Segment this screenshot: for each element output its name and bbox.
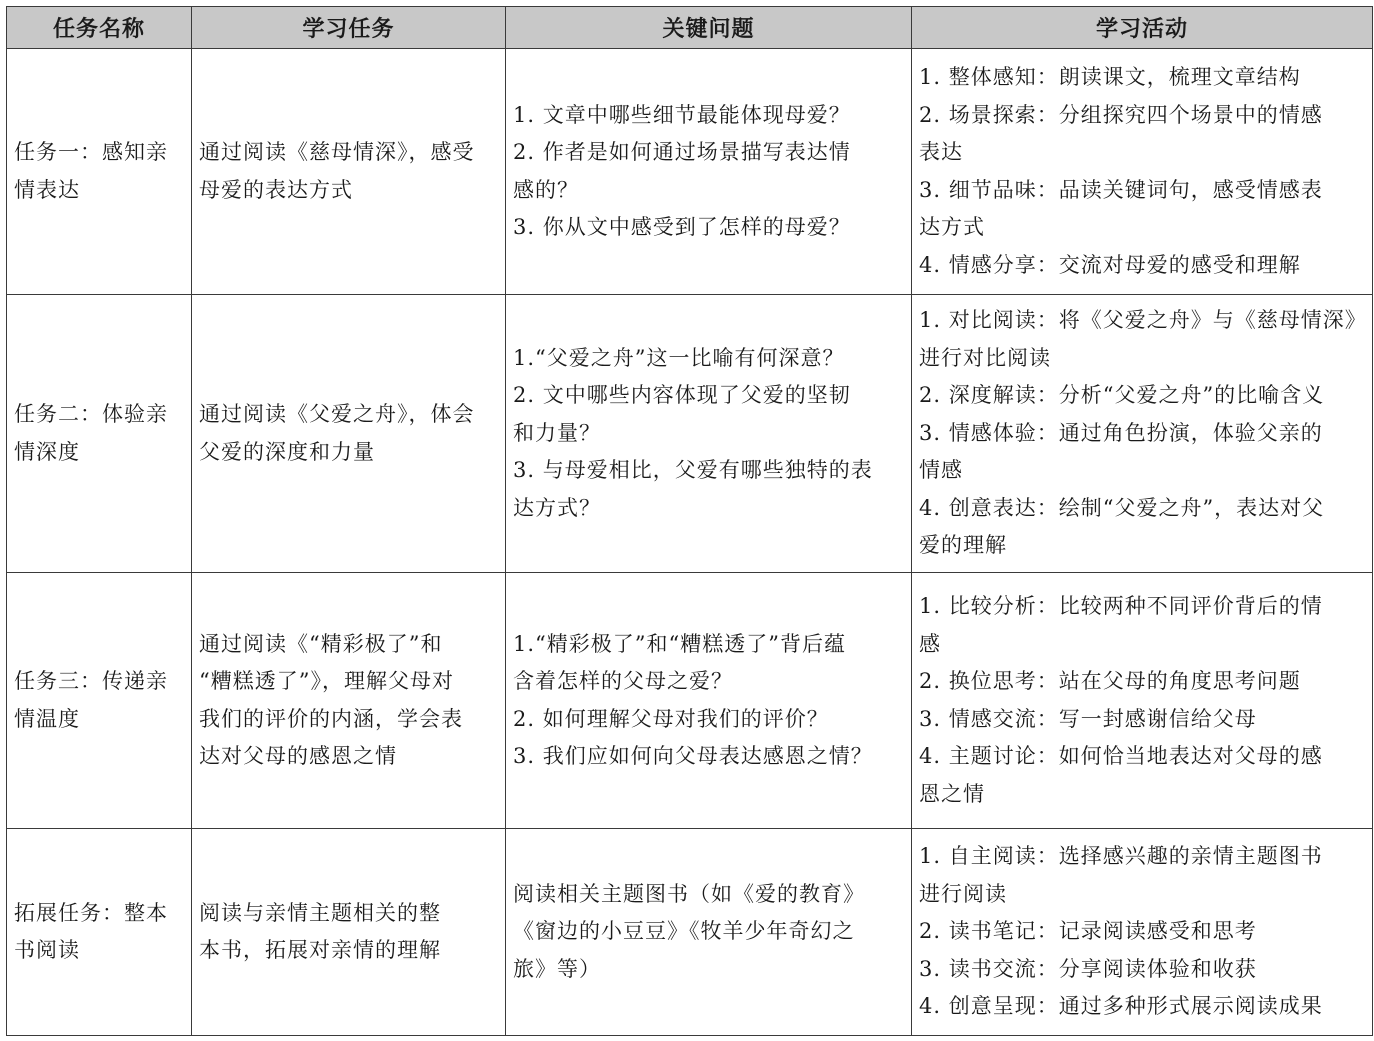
- learning-task-cell: [192, 49, 506, 295]
- task-name-cell: [7, 49, 192, 295]
- cell-line: 2. 深度解读：分析“父爱之舟”的比喻含义: [919, 383, 1325, 408]
- cell-line: 2. 读书笔记：记录阅读感受和思考: [919, 919, 1257, 944]
- table-row: [7, 829, 1373, 1036]
- cell-line: 爱的理解: [919, 533, 1007, 558]
- cell-line: 4. 情感分享：交流对母爱的感受和理解: [919, 252, 1301, 277]
- cell-line: 我们的评价的内涵，学会表: [199, 706, 463, 731]
- learning-task-cell: [192, 295, 506, 573]
- cell-line: “糟糕透了”》，理解父母对: [199, 669, 454, 693]
- cell-line: 达方式: [919, 215, 985, 239]
- cell-line: 1. 文章中哪些细节最能体现母爱？: [513, 102, 851, 127]
- cell-line: 任务一：感知亲: [14, 140, 168, 164]
- cell-line: 2. 如何理解父母对我们的评价？: [513, 706, 829, 731]
- cell-line: 父爱的深度和力量: [199, 439, 375, 464]
- cell-line: 母爱的表达方式: [199, 177, 353, 202]
- header-row: [7, 7, 1373, 49]
- header-learning-activities: 学习活动: [912, 7, 1373, 49]
- cell-line: 和力量？: [513, 420, 601, 445]
- learning-task-cell: [192, 573, 506, 829]
- cell-line: 表达: [919, 140, 963, 164]
- cell-line: 3. 读书交流：分享阅读体验和收获: [919, 956, 1257, 981]
- header-task-name: 任务名称: [7, 7, 192, 49]
- learning-activities-cell: [912, 829, 1373, 1036]
- header-key-questions: 关键问题: [506, 7, 912, 49]
- cell-line: 3. 我们应如何向父母表达感恩之情？: [513, 744, 873, 768]
- cell-line: 1. 比较分析：比较两种不同评价背后的情: [919, 594, 1323, 618]
- table-row: [7, 49, 1373, 295]
- cell-line: 4. 创意呈现：通过多种形式展示阅读成果: [919, 994, 1323, 1019]
- cell-line: 进行对比阅读: [919, 345, 1051, 370]
- cell-line: 通过阅读《父爱之舟》，体会: [199, 402, 475, 426]
- cell-line: 感: [919, 631, 941, 656]
- task-name-cell: [7, 573, 192, 829]
- cell-line: 通过阅读《慈母情深》，感受: [199, 140, 475, 164]
- cell-line: 感的？: [513, 177, 579, 202]
- cell-line: 4. 主题讨论：如何恰当地表达对父母的感: [919, 744, 1323, 768]
- cell-line: 恩之情: [919, 781, 985, 806]
- cell-line: 旅》等）: [513, 956, 601, 981]
- cell-line: 含着怎样的父母之爱？: [513, 669, 733, 693]
- task-name-cell: [7, 295, 192, 573]
- key-questions-cell: [506, 573, 912, 829]
- cell-line: 2. 换位思考：站在父母的角度思考问题: [919, 669, 1301, 693]
- learning-activities-cell: [912, 49, 1373, 295]
- cell-line: 3. 情感体验：通过角色扮演，体验父亲的: [919, 420, 1323, 445]
- cell-line: 1. 自主阅读：选择感兴趣的亲情主题图书: [919, 844, 1323, 869]
- cell-line: 1. 整体感知：朗读课文，梳理文章结构: [919, 65, 1301, 89]
- cell-line: 1.“精彩极了”和“糟糕透了”背后蕴: [513, 631, 846, 656]
- key-questions-cell: [506, 829, 912, 1036]
- key-questions-cell: [506, 49, 912, 295]
- cell-line: 1. 对比阅读：将《父爱之舟》与《慈母情深》: [919, 308, 1367, 333]
- key-questions-cell: [506, 295, 912, 573]
- cell-line: 《窗边的小豆豆》《牧羊少年奇幻之: [513, 919, 855, 944]
- cell-line: 本书，拓展对亲情的理解: [199, 938, 441, 962]
- task-name-cell: [7, 829, 192, 1036]
- cell-line: 任务二：体验亲: [14, 402, 168, 426]
- table-row: [7, 295, 1373, 573]
- cell-line: 情深度: [14, 439, 80, 464]
- cell-line: 情表达: [14, 177, 80, 202]
- learning-task-table: [6, 6, 1373, 1036]
- cell-line: 3. 与母爱相比，父爱有哪些独特的表: [513, 458, 873, 483]
- learning-task-cell: [192, 829, 506, 1036]
- cell-line: 拓展任务：整本: [14, 900, 168, 925]
- cell-line: 阅读相关主题图书（如《爱的教育》: [513, 881, 865, 906]
- cell-line: 3. 情感交流：写一封感谢信给父母: [919, 706, 1257, 731]
- cell-line: 2. 场景探索：分组探究四个场景中的情感: [919, 102, 1323, 127]
- cell-line: 达方式？: [513, 495, 601, 520]
- cell-line: 进行阅读: [919, 881, 1007, 906]
- cell-line: 任务三：传递亲: [14, 669, 168, 693]
- header-learning-task: 学习任务: [192, 7, 506, 49]
- cell-line: 阅读与亲情主题相关的整: [199, 900, 441, 925]
- cell-line: 2. 文中哪些内容体现了父爱的坚韧: [513, 383, 851, 408]
- cell-line: 1.“父爱之舟”这一比喻有何深意？: [513, 345, 845, 370]
- learning-activities-cell: [912, 295, 1373, 573]
- cell-line: 情感: [919, 458, 963, 483]
- table-row: [7, 573, 1373, 829]
- cell-line: 4. 创意表达：绘制“父爱之舟”，表达对父: [919, 495, 1325, 520]
- cell-line: 2. 作者是如何通过场景描写表达情: [513, 140, 851, 164]
- cell-line: 3. 你从文中感受到了怎样的母爱？: [513, 215, 851, 239]
- cell-line: 情温度: [14, 706, 80, 731]
- learning-activities-cell: [912, 573, 1373, 829]
- cell-line: 3. 细节品味：品读关键词句，感受情感表: [919, 177, 1323, 202]
- cell-line: 达对父母的感恩之情: [199, 744, 397, 768]
- cell-line: 书阅读: [14, 938, 80, 962]
- cell-line: 通过阅读《“精彩极了”和: [199, 631, 443, 656]
